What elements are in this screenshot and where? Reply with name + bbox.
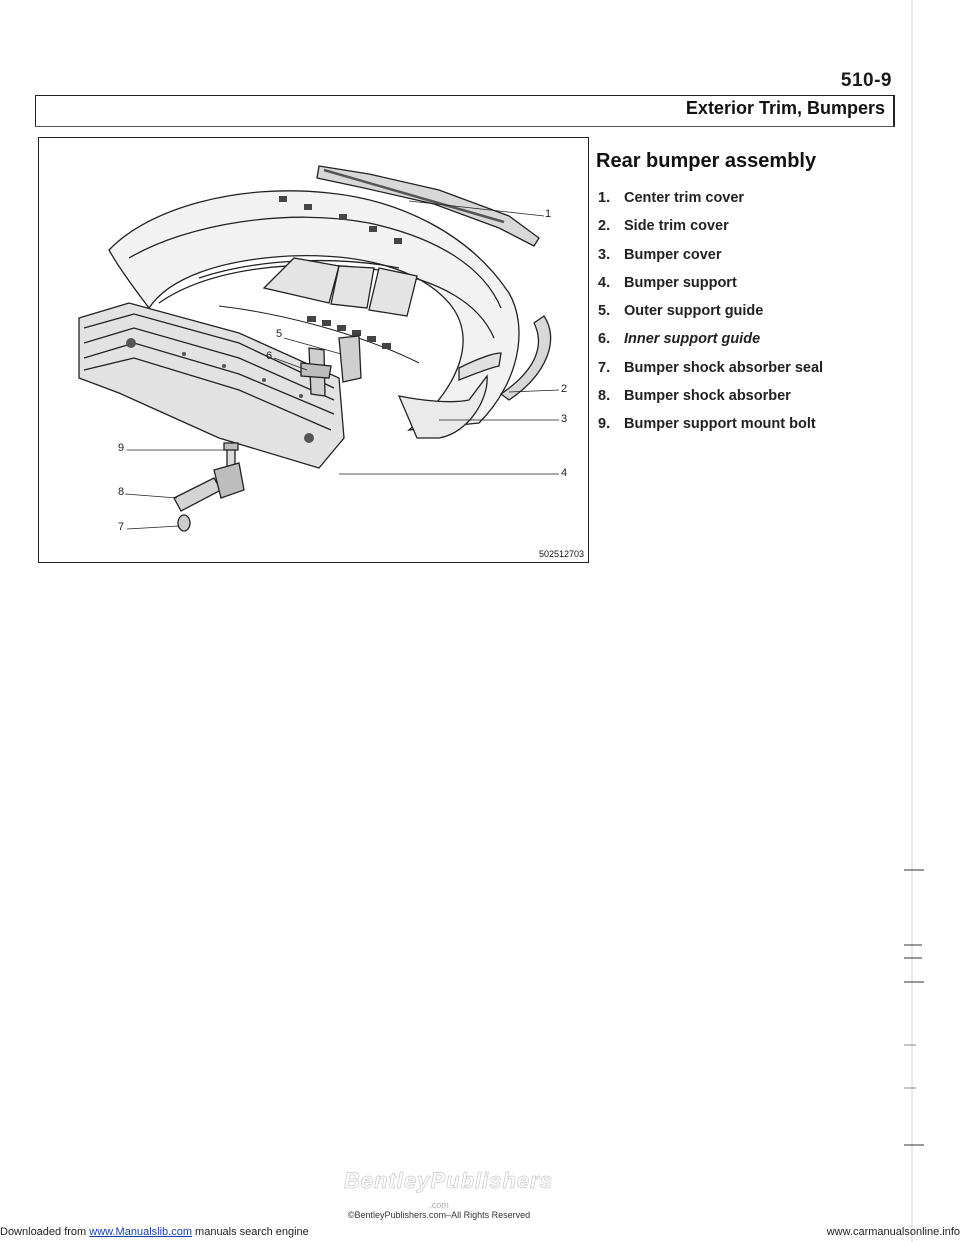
callout-3: 3	[561, 413, 568, 425]
list-item	[598, 416, 823, 444]
watermark-sub: .com	[429, 1200, 449, 1210]
section-header-title: Exterior Trim, Bumpers	[685, 98, 885, 118]
list-item	[598, 190, 823, 218]
callout-8: 8	[118, 486, 125, 498]
list-item	[598, 303, 823, 331]
parts-list	[598, 190, 823, 445]
list-item	[598, 275, 823, 303]
item-label: Bumper shock absorber seal	[624, 359, 824, 376]
callout-9: 9	[118, 442, 125, 454]
header-bar	[35, 95, 895, 127]
callout-2: 2	[561, 383, 568, 395]
manualslib-link[interactable]: www.Manualslib.com	[89, 1226, 192, 1238]
item-number: 2.	[598, 218, 611, 235]
item-number: 1.	[598, 190, 611, 206]
publisher-watermark-logo: BentleyPublishers	[344, 1168, 553, 1193]
list-item	[598, 331, 823, 359]
callout-4: 4	[561, 467, 568, 479]
download-footer	[0, 1226, 309, 1238]
list-item	[598, 247, 823, 275]
footer-prefix: Downloaded from	[0, 1226, 90, 1238]
item-label: Center trim cover	[624, 190, 745, 206]
section-title: Rear bumper assembly	[596, 150, 817, 172]
item-number: 7.	[598, 359, 611, 376]
item-number: 6.	[598, 331, 611, 348]
callout-5: 5	[276, 328, 283, 340]
copyright-notice	[344, 1200, 534, 1220]
item-number: 8.	[598, 388, 611, 405]
item-label: Inner support guide	[624, 331, 761, 348]
margin-scan-marks	[904, 0, 924, 1242]
item-label: Bumper cover	[624, 246, 722, 263]
rear-bumper-exploded-view	[39, 138, 590, 564]
list-item	[598, 218, 823, 246]
item-label: Bumper support mount bolt	[624, 416, 816, 433]
site-footer-right: www.carmanualsonline.info	[826, 1226, 960, 1238]
footer-suffix: manuals search engine	[191, 1226, 309, 1238]
list-item	[598, 388, 823, 416]
exploded-diagram-figure	[38, 137, 589, 563]
item-label: Outer support guide	[624, 303, 764, 320]
callout-6: 6	[266, 350, 273, 362]
item-number: 3.	[598, 246, 611, 263]
item-number: 9.	[598, 416, 611, 433]
callout-1: 1	[545, 208, 552, 220]
callout-7: 7	[118, 521, 125, 533]
item-label: Bumper shock absorber	[624, 388, 791, 405]
figure-id: 502512703	[538, 549, 584, 559]
item-label: Side trim cover	[624, 218, 729, 235]
copyright-text: ©BentleyPublishers.com–All Rights Reserved	[347, 1210, 531, 1220]
list-item	[598, 360, 823, 388]
item-number: 5.	[598, 303, 611, 320]
item-number: 4.	[598, 274, 611, 291]
item-label: Bumper support	[624, 274, 737, 291]
page-number: 510-9	[840, 70, 892, 91]
